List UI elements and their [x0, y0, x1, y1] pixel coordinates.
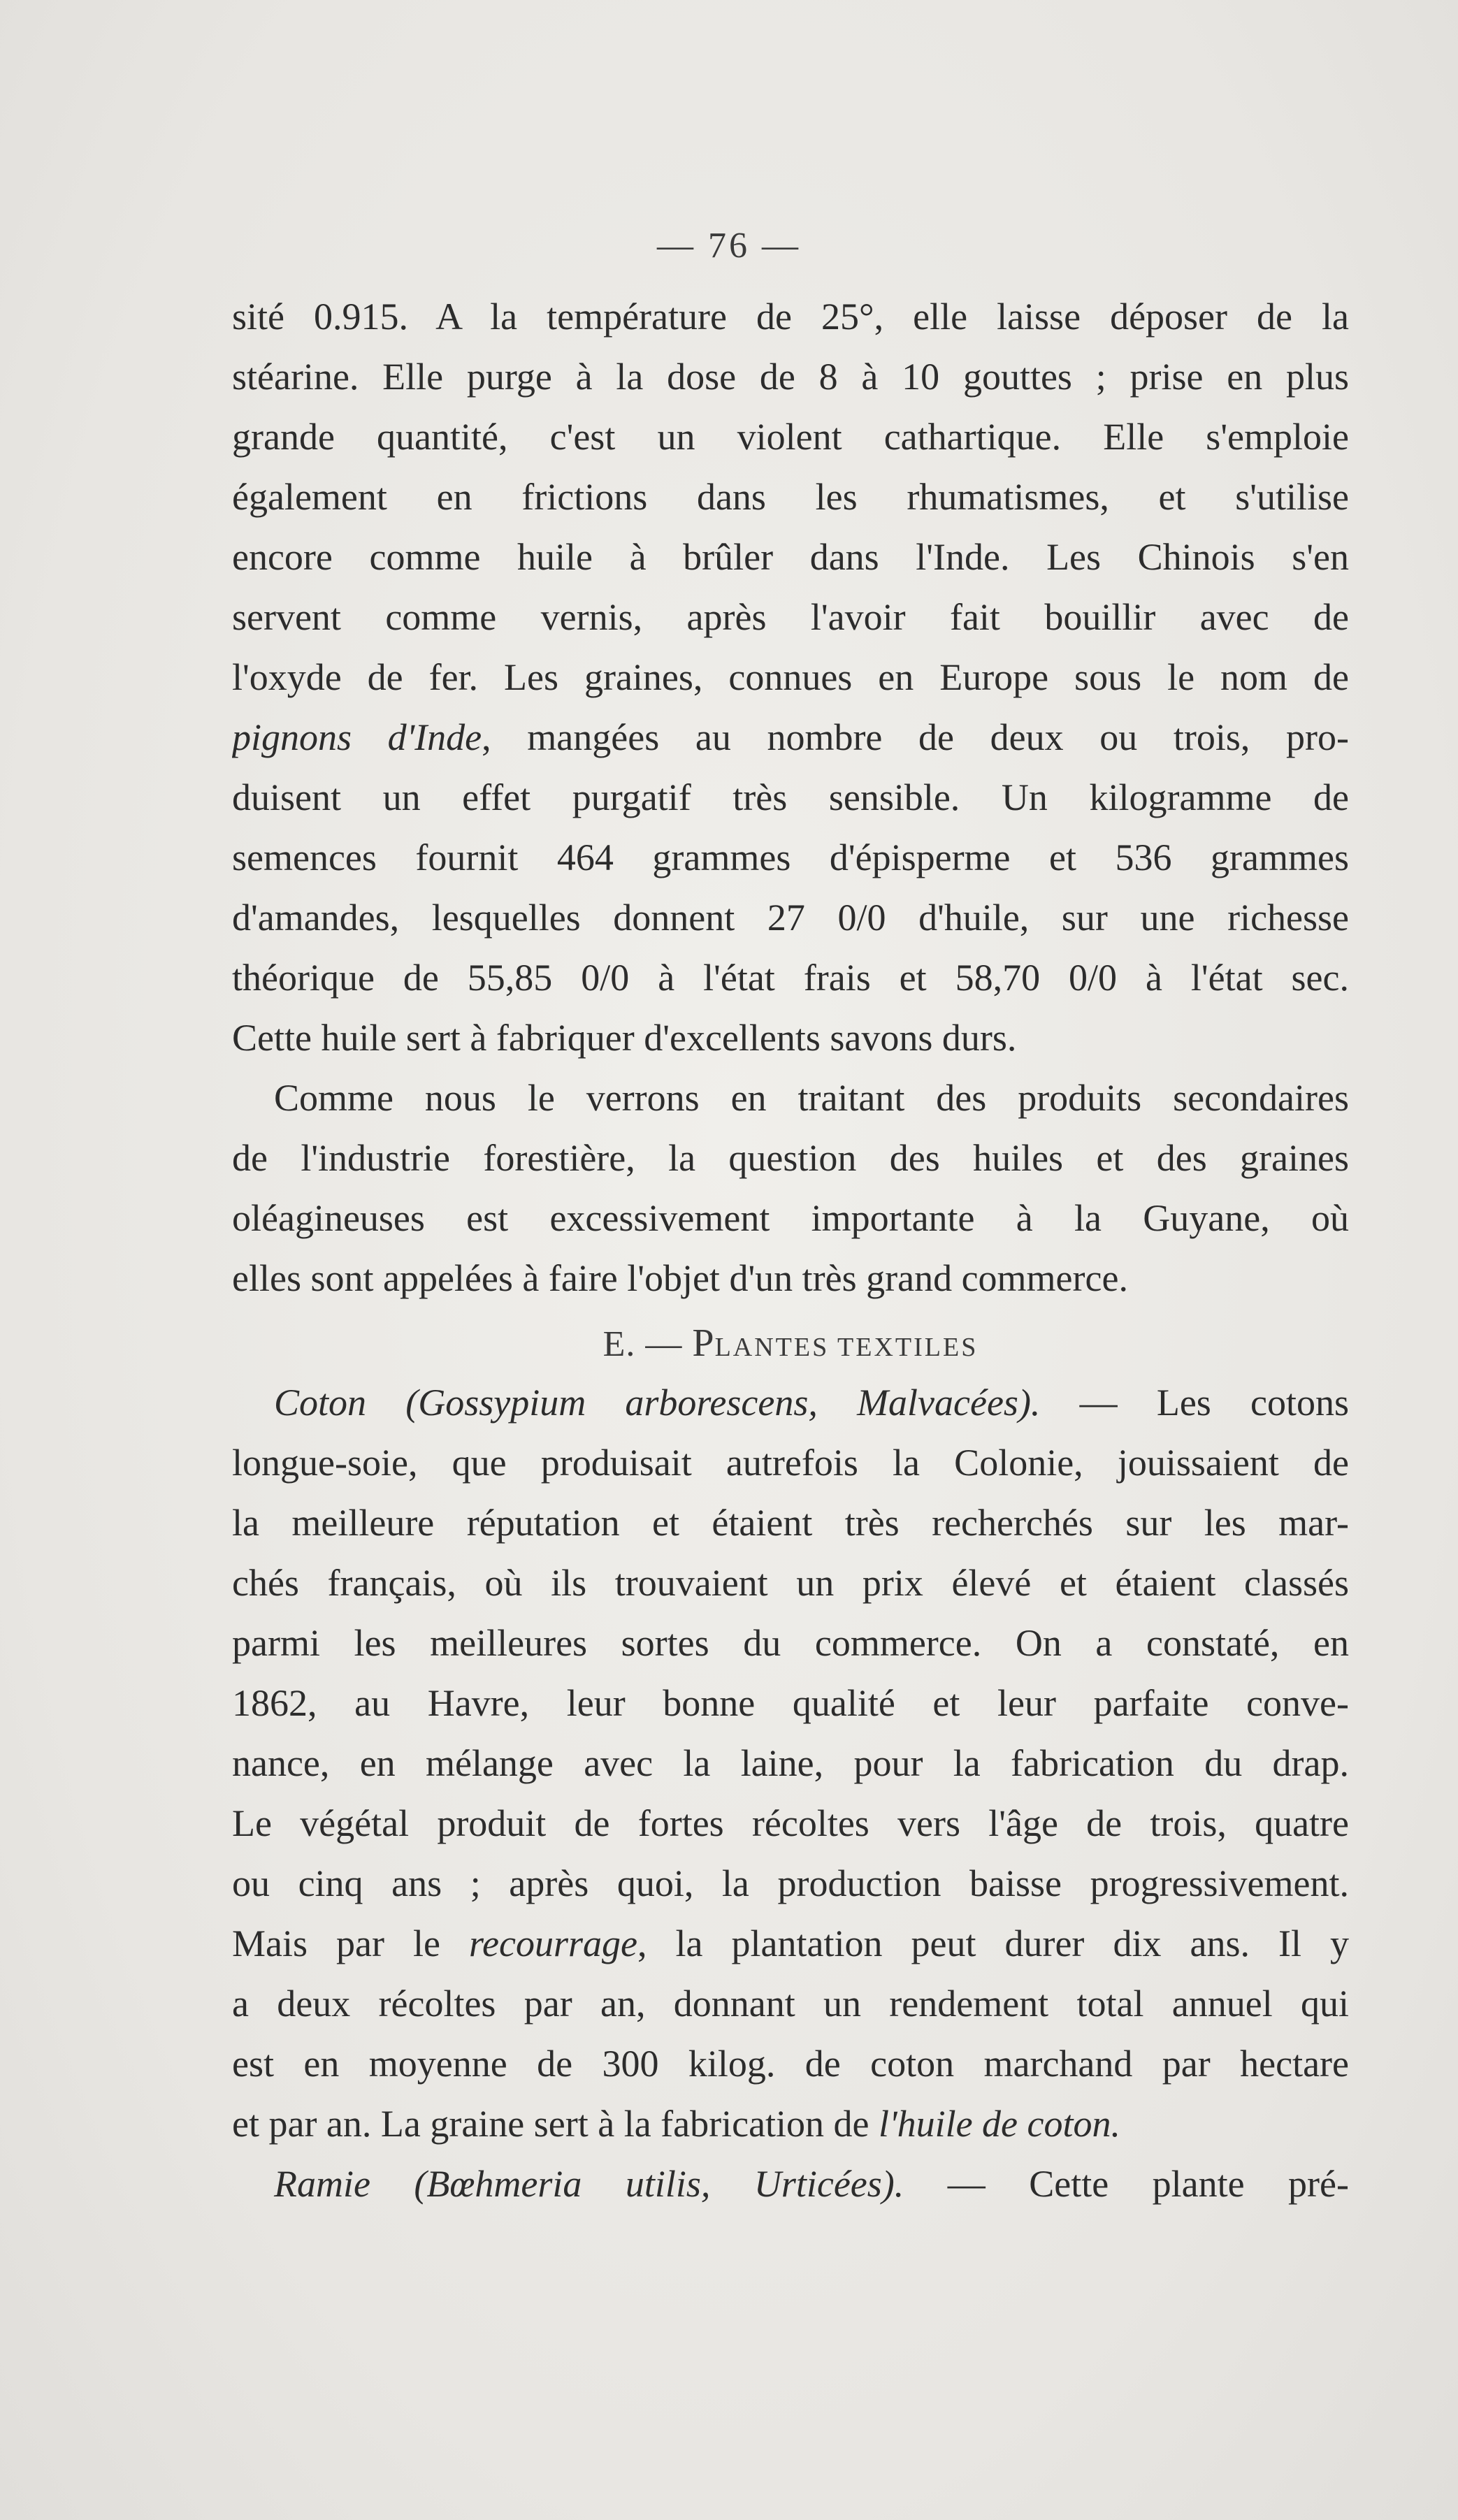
- text-line: sité 0.915. A la température de 25°, elle laisse déposer de la: [232, 296, 1349, 338]
- text-line: Mais par le recourrage, la plantation peut durer dix ans. Il y: [232, 1922, 1349, 1964]
- text-line: nance, en mélange avec la laine, pour la fabrication du drap.: [232, 1742, 1349, 1784]
- body-text: [232, 287, 1349, 2214]
- text-line: encore comme huile à brûler dans l'Inde. Les Chinois s'en: [232, 536, 1349, 578]
- text-line: semences fournit 464 grammes d'épisperme et 536 grammes: [232, 837, 1349, 878]
- text-line: elles sont appelées à faire l'objet d'un très grand commerce.: [232, 1257, 1128, 1299]
- text-line: la meilleure réputation et étaient très recherchés sur les mar-: [232, 1502, 1349, 1544]
- text-line: d'amandes, lesquelles donnent 27 0/0 d'huile, sur une richesse: [232, 897, 1349, 939]
- text-line: également en frictions dans les rhumatismes, et s'utilise: [232, 476, 1349, 518]
- text-line: oléagineuses est excessivement importante à la Guyane, où: [232, 1197, 1349, 1239]
- text-line: stéarine. Elle purge à la dose de 8 à 10 gouttes ; prise en plus: [232, 356, 1349, 398]
- text-line: et par an. La graine sert à la fabrication de l'huile de coton.: [232, 2103, 1120, 2145]
- text-line: servent comme vernis, après l'avoir fait bouillir avec de: [232, 596, 1349, 638]
- section-heading: E. — PLANTES TEXTILES: [602, 1321, 979, 1365]
- text-line: 1862, au Havre, leur bonne qualité et leur parfaite conve-: [232, 1682, 1349, 1724]
- text-line: longue-soie, que produisait autrefois la Colonie, jouissaient de: [232, 1442, 1349, 1484]
- text-line: Comme nous le verrons en traitant des produits secondaires: [274, 1077, 1349, 1119]
- italic-term: l'huile de coton.: [879, 2103, 1120, 2145]
- text-line: Ramie (Bœhmeria utilis, Urticées). — Cette plante pré-: [274, 2163, 1349, 2205]
- text-run: — Les cotons: [1040, 1382, 1349, 1424]
- text-line: duisent un effet purgatif très sensible. Un kilogramme de: [232, 776, 1349, 818]
- text-line: l'oxyde de fer. Les graines, connues en Europe sous le nom de: [232, 656, 1349, 698]
- text-line: parmi les meilleures sortes du commerce. On a constaté, en: [232, 1622, 1349, 1664]
- text-line: a deux récoltes par an, donnant un rendement total annuel qui: [232, 1983, 1349, 2025]
- text-line: Le végétal produit de fortes récoltes vers l'âge de trois, quatre: [232, 1802, 1349, 1844]
- text-line: de l'industrie forestière, la question des huiles et des graines: [232, 1137, 1349, 1179]
- italic-term: recourrage: [469, 1922, 637, 1964]
- text-line: ou cinq ans ; après quoi, la production baisse progressivement.: [232, 1862, 1349, 1904]
- italic-term: pignons d'Inde: [232, 716, 482, 758]
- text-line: grande quantité, c'est un violent cathartique. Elle s'emploie: [232, 416, 1349, 458]
- page-number: — 76 —: [657, 226, 801, 266]
- italic-term: Coton (Gossypium arborescens, Malvacées).: [274, 1382, 1041, 1424]
- text-line: est en moyenne de 300 kilog. de coton marchand par hectare: [232, 2043, 1349, 2085]
- text-line: [232, 1373, 1349, 1433]
- text-line: [232, 707, 1349, 767]
- text-run: , mangées au nombre de deux ou trois, pro-: [482, 716, 1349, 758]
- text-line: chés français, où ils trouvaient un prix élevé et étaient classés: [232, 1562, 1349, 1604]
- italic-term: Ramie (Bœhmeria utilis, Urticées).: [274, 2163, 904, 2205]
- text-line: Cette huile sert à fabriquer d'excellents savons durs.: [232, 1017, 1017, 1059]
- text-line: théorique de 55,85 0/0 à l'état frais et 58,70 0/0 à l'état sec.: [232, 957, 1349, 999]
